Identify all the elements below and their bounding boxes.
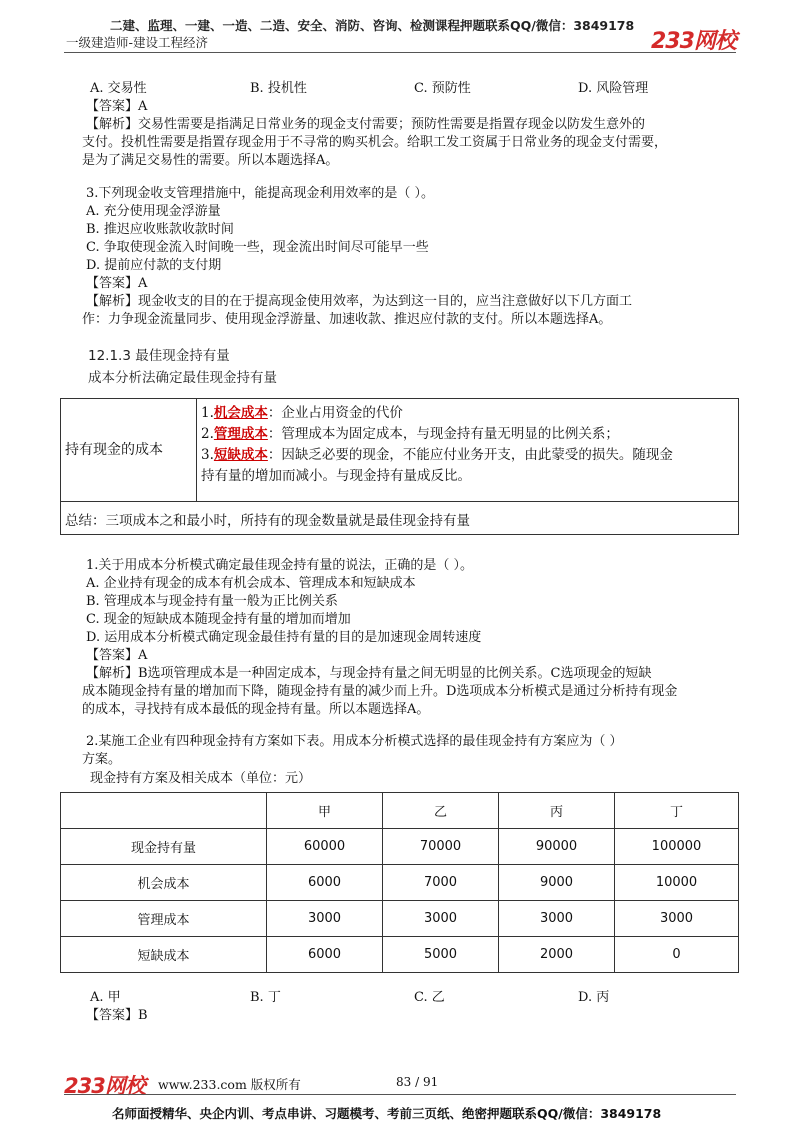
analysis-line: 【解析】交易性需要是指满足日常业务的现金支付需要；预防性需要是指置存现金以防发生意外的	[86, 117, 646, 132]
table-header-cell: 甲	[267, 793, 383, 829]
option-b: B. 管理成本与现金持有量一般为正比例关系	[86, 594, 338, 609]
footer-banner: 名师面授精华、央企内训、考点串讲、习题模考、考前三页纸、绝密押题联系QQ/微信：3849178	[112, 1106, 662, 1121]
option-c: C. 争取使现金流入时间晚一些，现金流出时间尽可能早一些	[86, 240, 429, 255]
term-opportunity-cost: 机会成本	[213, 405, 268, 421]
question-stem-cont: 方案。	[82, 752, 122, 767]
term-management-cost: 管理成本	[213, 426, 268, 442]
cost-item-shortage: 3.短缺成本：因缺乏必要的现金，不能应付业务开支，由此蒙受的损失。随现金	[201, 447, 673, 463]
plan-cost-table	[60, 792, 739, 973]
option-d: D. 运用成本分析模式确定现金最佳持有量的目的是加速现金周转速度	[86, 630, 482, 645]
table-cell: 6000	[267, 865, 383, 901]
table-cell: 60000	[267, 829, 383, 865]
option-d: D. 提前应付款的支付期	[86, 258, 222, 273]
analysis-line: 成本随现金持有量的增加而下降，随现金持有量的减少而上升。D选项成本分析模式是通过分析持有现金	[82, 684, 678, 699]
table-cell: 6000	[267, 937, 383, 973]
row-label: 短缺成本	[61, 937, 267, 973]
option-b: B. 投机性	[250, 81, 307, 96]
option-a: A. 企业持有现金的成本有机会成本、管理成本和短缺成本	[86, 576, 416, 591]
cost-label-cell	[61, 399, 197, 502]
table-row	[61, 865, 739, 901]
analysis-line: 是为了满足交易性的需要。所以本题选择A。	[82, 153, 339, 168]
table-cell: 3000	[267, 901, 383, 937]
option-a: A. 交易性	[90, 81, 147, 96]
table-caption: 现金持有方案及相关成本（单位：元）	[90, 771, 312, 786]
table-cell: 7000	[383, 865, 499, 901]
option-c: C. 现金的短缺成本随现金持有量的增加而增加	[86, 612, 351, 627]
row-label: 管理成本	[61, 901, 267, 937]
table-cell: 90000	[499, 829, 615, 865]
table-row	[61, 829, 739, 865]
question-stem: 2.某施工企业有四种现金持有方案如下表。用成本分析模式选择的最佳现金持有方案应为（ ）	[86, 734, 623, 749]
table-cell: 3000	[615, 901, 739, 937]
answer: 【答案】A	[86, 648, 148, 663]
table-header-cell: 丙	[499, 793, 615, 829]
analysis-line: 的成本，寻找持有成本最低的现金持有量。所以本题选择A。	[82, 702, 430, 717]
page-number: 83 / 91	[396, 1075, 439, 1089]
table-cell: 9000	[499, 865, 615, 901]
analysis-line: 【解析】现金收支的目的在于提高现金使用效率，为达到这一目的，应当注意做好以下几方面工	[86, 294, 633, 309]
answer: 【答案】B	[86, 1008, 148, 1023]
table-row	[61, 901, 739, 937]
table-header-cell: 丁	[615, 793, 739, 829]
row-label: 机会成本	[61, 865, 267, 901]
table-header-row	[61, 793, 739, 829]
footer-logo: 233网校	[64, 1074, 145, 1098]
option-a: A. 充分使用现金浮游量	[86, 204, 221, 219]
analysis-line: 作：力争现金流量同步、使用现金浮游量、加速收款、推迟应付款的支付。所以本题选择A。	[82, 312, 612, 327]
table-cell: 10000	[615, 865, 739, 901]
option-c: C. 乙	[414, 990, 445, 1005]
table-header-cell	[61, 793, 267, 829]
row-label: 现金持有量	[61, 829, 267, 865]
cost-items-cell	[197, 399, 738, 502]
header-banner: 二建、监理、一建、一造、二造、安全、消防、咨询、检测课程押题联系QQ/微信：3849178	[110, 18, 635, 33]
table-header-cell: 乙	[383, 793, 499, 829]
table-cell: 70000	[383, 829, 499, 865]
section-subtitle: 成本分析法确定最佳现金持有量	[88, 370, 277, 386]
option-b: B. 推迟应收账款收款时间	[86, 222, 234, 237]
analysis-line: 支付。投机性需要是指置存现金用于不寻常的购买机会。给职工发工资属于日常业务的现金支付需要，	[82, 135, 668, 150]
table-cell: 100000	[615, 829, 739, 865]
analysis-line: 【解析】B选项管理成本是一种固定成本，与现金持有量之间无明显的比例关系。C选项现金的短缺	[86, 666, 652, 681]
cost-label: 持有现金的成本	[65, 442, 163, 458]
doc-title: 一级建造师-建设工程经济	[66, 35, 209, 50]
cost-item-opportunity: 1.机会成本：企业占用资金的代价	[201, 405, 403, 421]
cost-table	[60, 398, 739, 535]
cost-summary: 总结：三项成本之和最小时，所持有的现金数量就是最佳现金持有量	[65, 513, 470, 529]
brand-logo: 233网校	[651, 29, 736, 54]
header-divider	[64, 52, 736, 53]
cost-item-management: 2.管理成本：管理成本为固定成本，与现金持有量无明显的比例关系；	[201, 426, 619, 442]
answer: 【答案】A	[86, 99, 148, 114]
option-a: A. 甲	[90, 990, 121, 1005]
table-row	[61, 937, 739, 973]
footer-divider	[64, 1094, 736, 1095]
option-d: D. 丙	[578, 990, 610, 1005]
footer-copyright: www.233.com 版权所有	[158, 1077, 301, 1092]
table-cell: 2000	[499, 937, 615, 973]
table-cell: 3000	[383, 901, 499, 937]
option-b: B. 丁	[250, 990, 281, 1005]
cost-item-shortage-cont: 持有量的增加而减小。与现金持有量成反比。	[201, 468, 471, 484]
question-stem: 3.下列现金收支管理措施中，能提高现金利用效率的是（ ）。	[86, 186, 435, 201]
table-cell: 3000	[499, 901, 615, 937]
option-c: C. 预防性	[414, 81, 471, 96]
section-title: 12.1.3 最佳现金持有量	[88, 348, 230, 364]
option-d: D. 风险管理	[578, 81, 649, 96]
question-stem: 1.关于用成本分析模式确定最佳现金持有量的说法，正确的是（ ）。	[86, 558, 474, 573]
table-cell: 0	[615, 937, 739, 973]
answer: 【答案】A	[86, 276, 148, 291]
table-cell: 5000	[383, 937, 499, 973]
term-shortage-cost: 短缺成本	[213, 447, 268, 463]
